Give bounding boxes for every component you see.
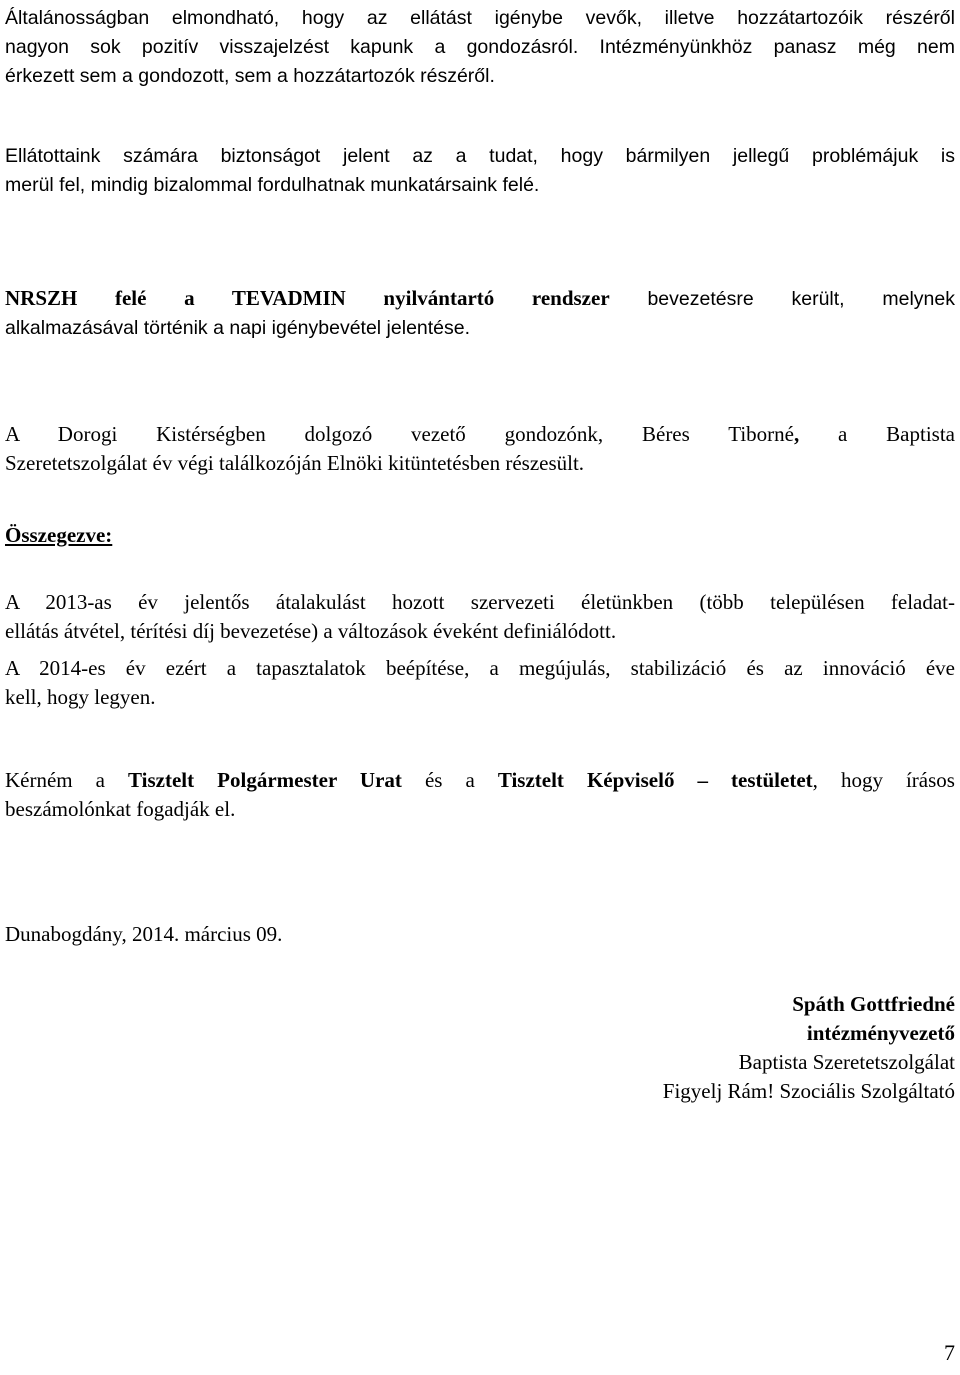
paragraph-security: [5, 142, 955, 200]
text-line: beszámolónkat fogadják el.: [5, 797, 236, 821]
signature-block: [663, 990, 955, 1106]
text-line: Szeretetszolgálat év végi találkozóján Elnöki kitüntetésben részesült.: [5, 451, 585, 475]
text-line: ellátás átvétel, térítési díj bevezetése) a változások éveként definiálódott.: [5, 619, 617, 643]
bold-text: Tisztelt Képviselő – testületet: [497, 768, 813, 792]
paragraph-award: [5, 420, 955, 478]
organization-name: Figyelj Rám! Szociális Szolgáltató: [662, 1079, 955, 1103]
text-line: [5, 766, 955, 795]
paragraph-feedback: [5, 4, 955, 91]
text-span: bevezetésre került, melynek: [609, 288, 955, 310]
bold-text: Tisztelt Polgármester Urat: [128, 768, 402, 792]
text-line: Általánosságban elmondható, hogy az ellátást igénybe vevők, illetve hozzátartozóik részéről: [5, 7, 955, 29]
organization-name: Baptista Szeretetszolgálat: [738, 1050, 955, 1074]
text-line: alkalmazásával történik a napi igénybevétel jelentése.: [5, 317, 471, 339]
text-line: Ellátottaink számára biztonságot jelent az a tudat, hogy bármilyen jellegű problémájuk is: [5, 145, 955, 167]
text-span: a Baptista: [799, 422, 955, 446]
text-line: merül fel, mindig bizalommal fordulhatnak munkatársaink felé.: [5, 174, 540, 196]
place-date: Dunabogdány, 2014. március 09.: [5, 922, 283, 946]
paragraph-2014: [5, 654, 955, 712]
document-page: [5, 0, 955, 1375]
text-span: , hogy írásos: [812, 768, 955, 792]
paragraph-request: [5, 766, 955, 824]
paragraph-nrszh: [5, 284, 955, 343]
text-line: kell, hogy legyen.: [5, 685, 156, 709]
text-span: A Dorogi Kistérségben dolgozó vezető gondozónk, Béres Tiborné: [5, 422, 794, 446]
text-line: A 2013-as év jelentős átalakulást hozott szervezeti életünkben (több településen feladat-: [5, 590, 955, 614]
signatory-name: Spáth Gottfriedné: [792, 992, 955, 1016]
signatory-title: intézményvezető: [806, 1021, 955, 1045]
bold-text: NRSZH felé a TEVADMIN nyilvántartó rendszer: [5, 286, 610, 310]
text-line: nagyon sok pozitív visszajelzést kapunk a gondozásról. Intézményünkhöz panasz még nem: [5, 36, 955, 58]
page-number: 7: [944, 1340, 955, 1365]
text-span: és a: [401, 768, 498, 792]
paragraph-2013: [5, 588, 955, 646]
bold-comma: ,: [793, 422, 800, 446]
summary-heading: Összegezve:: [5, 523, 113, 547]
text-line: [5, 284, 955, 314]
text-line: A 2014-es év ezért a tapasztalatok beépítése, a megújulás, stabilizáció és az innováció éve: [5, 656, 955, 680]
text-span: Kérném a: [5, 768, 129, 792]
text-line: [5, 420, 955, 449]
text-line: érkezett sem a gondozott, sem a hozzátartozók részéről.: [5, 65, 495, 87]
